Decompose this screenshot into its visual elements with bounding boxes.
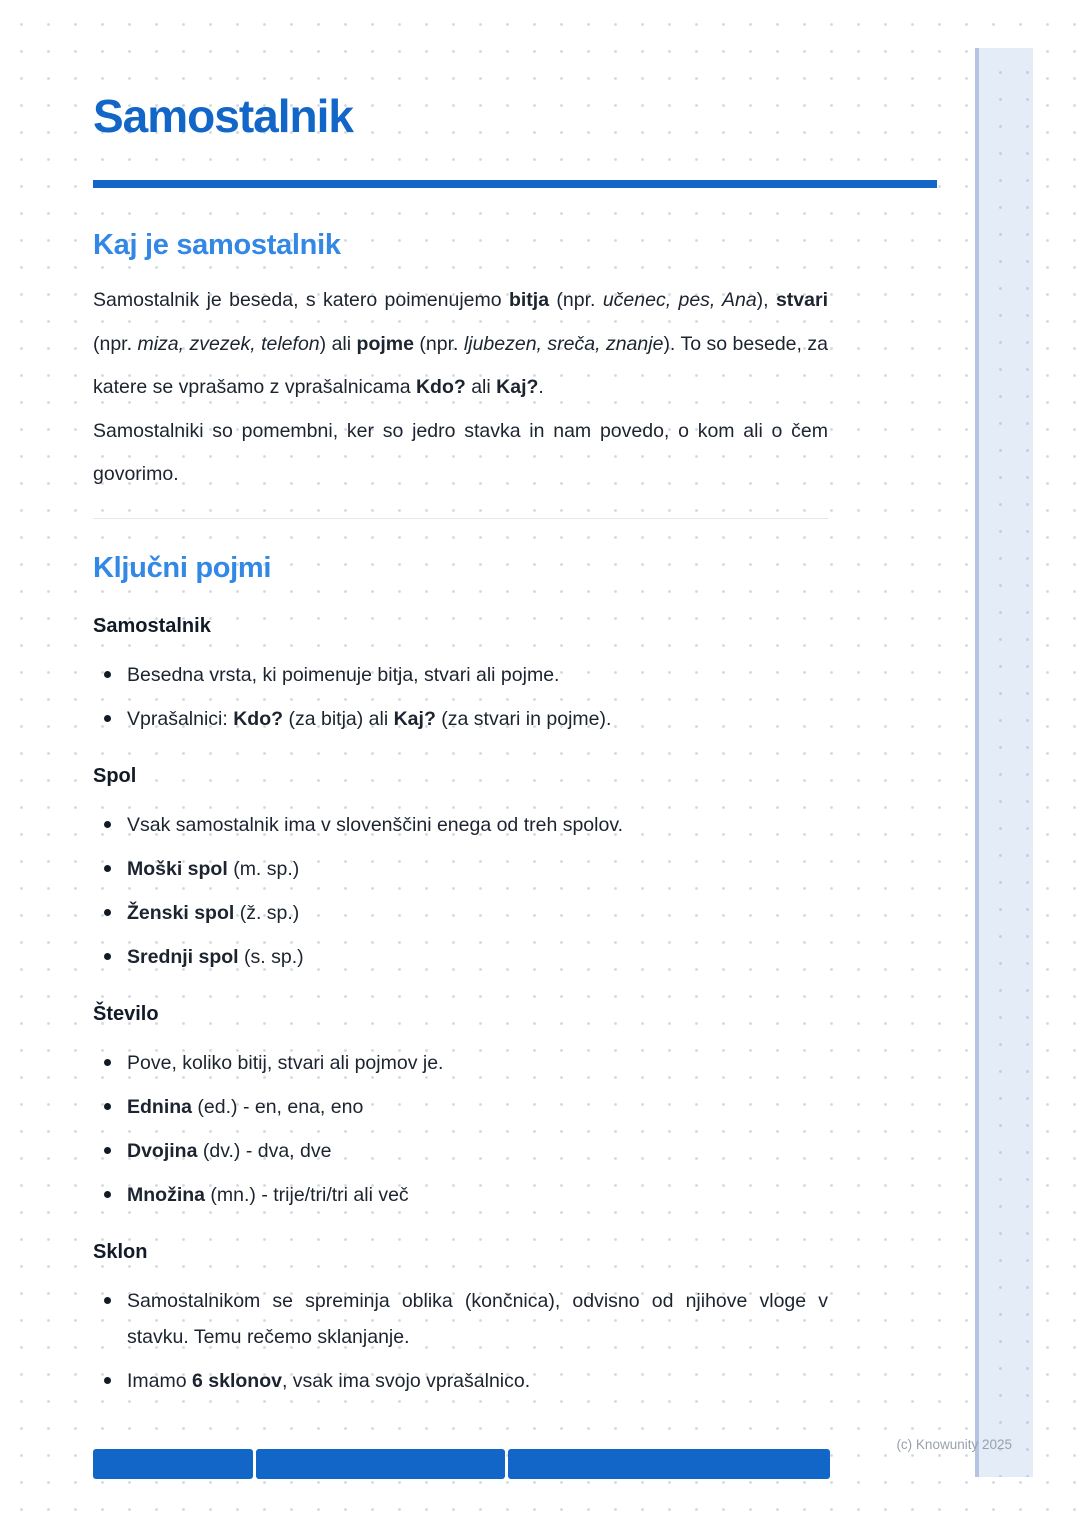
subheading-spol: Spol xyxy=(93,764,137,787)
bullet-icon xyxy=(104,953,111,960)
list-item xyxy=(93,1177,828,1213)
list-item-text: Vsak samostalnik ima v slovenščini enega od treh spolov. xyxy=(127,813,624,836)
bullet-list-stevilo xyxy=(93,1045,828,1213)
list-item-text: Srednji spol (s. sp.) xyxy=(127,945,304,968)
subheading-sklon: Sklon xyxy=(93,1240,148,1263)
bullet-list-samostalnik xyxy=(93,657,828,737)
list-item-text: Dvojina (dv.) - dva, dve xyxy=(127,1139,332,1162)
bullet-icon xyxy=(104,1297,111,1304)
bullet-icon xyxy=(104,865,111,872)
bullet-list-sklon xyxy=(93,1283,828,1399)
list-item xyxy=(93,1133,828,1169)
bullet-list-spol xyxy=(93,807,828,975)
list-item xyxy=(93,1089,828,1125)
list-item xyxy=(93,939,828,975)
bullet-icon xyxy=(104,671,111,678)
footer-bar-segment xyxy=(93,1449,253,1479)
importance-paragraph: Samostalniki so pomembni, ker so jedro stavka in nam povedo, o kom ali o čem govorimo. xyxy=(93,419,828,485)
footer-pagination-bar xyxy=(93,1449,830,1479)
bullet-icon xyxy=(104,1377,111,1384)
footer-bar-segment xyxy=(508,1449,830,1479)
bullet-icon xyxy=(104,909,111,916)
list-item-text: Vprašalnici: Kdo? (za bitja) ali Kaj? (za stvari in pojme). xyxy=(127,707,612,730)
list-item-text: Ženski spol (ž. sp.) xyxy=(127,901,300,924)
bullet-icon xyxy=(104,715,111,722)
list-item xyxy=(93,851,828,887)
section-divider xyxy=(93,518,828,519)
subheading-samostalnik: Samostalnik xyxy=(93,614,211,637)
notebook-margin-stripe xyxy=(975,48,1033,1477)
list-item xyxy=(93,657,828,693)
list-item-text: Samostalnikom se spreminja oblika (končnica), odvisno od njihove vloge v stavku. Temu rečemo sklanjanje. xyxy=(127,1289,828,1348)
list-item-text: Ednina (ed.) - en, ena, eno xyxy=(127,1095,364,1118)
title-underline xyxy=(93,180,937,188)
footer-bar-segment xyxy=(256,1449,505,1479)
list-item xyxy=(93,895,828,931)
subheading-stevilo: Število xyxy=(93,1002,159,1025)
list-item xyxy=(93,1363,828,1399)
copyright-label: (c) Knowunity 2025 xyxy=(896,1437,1012,1452)
list-item xyxy=(93,807,828,843)
list-item-text: Besedna vrsta, ki poimenuje bitja, stvari ali pojme. xyxy=(127,663,560,686)
bullet-icon xyxy=(104,1147,111,1154)
list-item xyxy=(93,701,828,737)
bullet-icon xyxy=(104,1059,111,1066)
intro-paragraph: Samostalnik je beseda, s katero poimenujemo bitja (npr. učenec, pes, Ana), stvari (npr. miza, zvezek, telefon) ali pojme (npr. ljubezen, sreča, znanje). To so besede, za katere se vprašamo z vprašalnicama Kdo? ali Kaj?. xyxy=(93,289,828,398)
bullet-icon xyxy=(104,1103,111,1110)
bullet-icon xyxy=(104,1191,111,1198)
list-item xyxy=(93,1283,828,1355)
section-heading-what-is-noun: Kaj je samostalnik xyxy=(93,229,341,261)
list-item-text: Imamo 6 sklonov, vsak ima svojo vprašalnico. xyxy=(127,1369,531,1392)
list-item-text: Množina (mn.) - trije/tri/tri ali več xyxy=(127,1183,409,1206)
section-heading-key-terms: Ključni pojmi xyxy=(93,551,272,584)
bullet-icon xyxy=(104,821,111,828)
list-item-text: Pove, koliko bitij, stvari ali pojmov je. xyxy=(127,1051,444,1074)
page-title: Samostalnik xyxy=(93,90,353,142)
list-item xyxy=(93,1045,828,1081)
document-content xyxy=(93,0,828,1399)
list-item-text: Moški spol (m. sp.) xyxy=(127,857,300,880)
